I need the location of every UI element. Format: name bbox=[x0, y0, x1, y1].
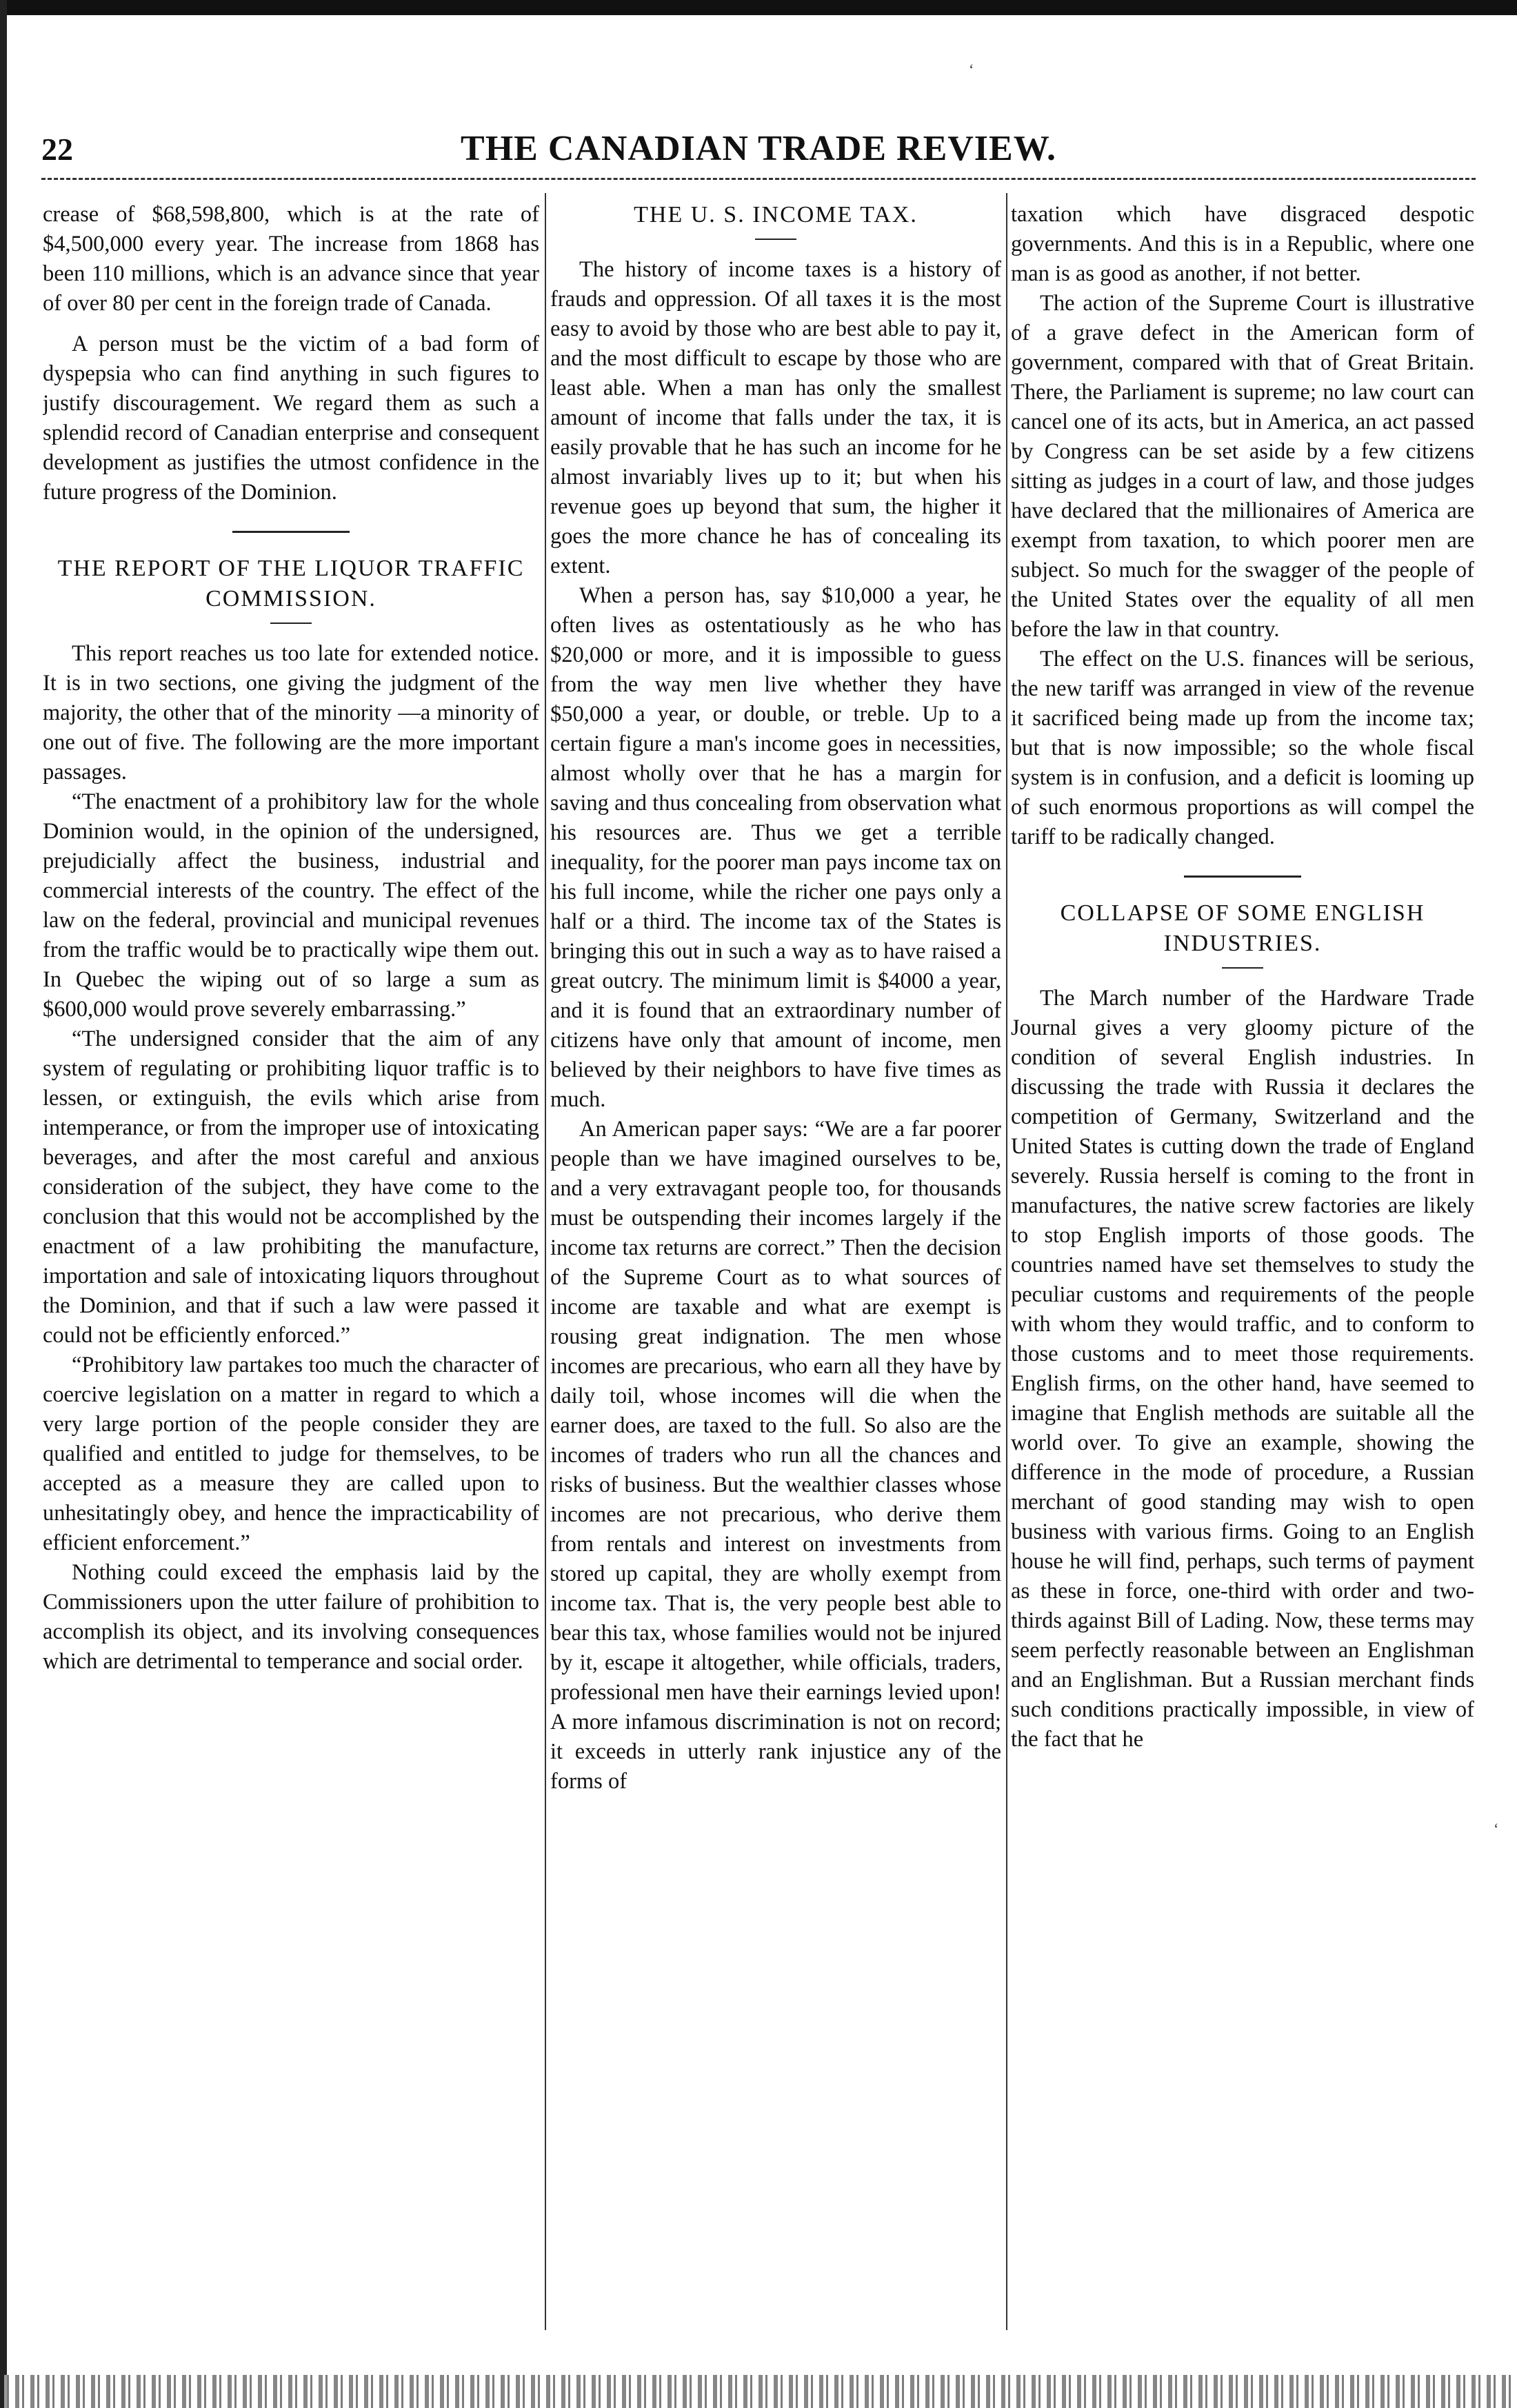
page-number: 22 bbox=[41, 132, 73, 167]
column-2 bbox=[550, 200, 1001, 2351]
column-1 bbox=[43, 200, 539, 2351]
article-heading-english-industries: COLLAPSE OF SOME ENGLISH INDUSTRIES. bbox=[1060, 900, 1425, 956]
continued-paragraph: taxation which have disgraced despotic governments. And this is in a Republic, where one man is as good as another, if not better. bbox=[1011, 202, 1474, 286]
paragraph: An American paper says: “We are a far poorer people than we have imagined ourselves to be, and a very extravagant people too, for thousands must be outspending their incomes largely if the income tax returns are correct.” Then the decision of the Supreme Court as to what sources of income are taxable and what are exempt is rousing great indignation. The men whose incomes are precarious, who earn all they have by daily toil, whose incomes will die when the earner does, are taxed to the full. So also are the incomes of traders who run all the chances and risks of business. But the wealthier classes whose incomes are not precarious, who derive them from rentals and interest on investments from stored up capital, they are wholly exempt from income tax. That is, the very people best able to bear this tax, whose families would not be injured by it, escape it altogether, while officials, traders, professional men have their earnings levied upon! A more infamous discrimination is not on record; it exceeds in utterly rank injustice any of the forms of bbox=[550, 1117, 1001, 1794]
scan-left-edge bbox=[0, 0, 7, 2408]
section-divider bbox=[232, 531, 350, 533]
section-divider bbox=[1184, 876, 1301, 878]
header-rule bbox=[41, 178, 1476, 180]
scan-speck: ‘ bbox=[969, 61, 974, 78]
paragraph: “The enactment of a prohibitory law for the whole Dominion would, in the opinion of the undersigned, prejudicially affect the business, industrial and commercial interests of the country. The effect of the law on the federal, provincial and municipal revenues from the traffic would be to practically wipe them out. In Quebec the wiping out of so large a sum as $600,000 would prove severely embarrassing.” bbox=[43, 789, 539, 1022]
heading-rule bbox=[270, 623, 312, 624]
article-heading-liquor-commission: THE REPORT OF THE LIQUOR TRAFFIC COMMISSION. bbox=[57, 556, 525, 611]
article-heading-income-tax: THE U. S. INCOME TAX. bbox=[634, 202, 918, 227]
paragraph: “The undersigned consider that the aim of any system of regulating or prohibiting liquor traffic is to lessen, or extinguish, the evils which arise from intemperance, or from the improper use of intoxicating beverages, and after the most careful and anxious consideration of the subject, they have come to the conclusion that this would not be accomplished by the enactment of a law prohibiting the manufacture, importation and sale of intoxicating liquors throughout the Dominion, and that if such a law were passed it could not be efficiently enforced.” bbox=[43, 1026, 539, 1348]
column-divider bbox=[545, 193, 546, 2330]
paragraph: The effect on the U.S. finances will be serious, the new tariff was arranged in view of the revenue it sacrificed being made up from the income tax; but that is now impossible; so the whole fiscal system is in confusion, and a deficit is looming up of such enormous proportions as will compel the tariff to be radically changed. bbox=[1011, 647, 1474, 849]
paragraph: When a person has, say $10,000 a year, he often lives as ostentatiously as he who has $20,000 or more, and it is impossible to guess from the way men live whether they have $50,000 a year, or double, or treble. Up to a certain figure a man's income goes in necessities, almost wholly over that he has a margin for saving and thus concealing from observation what his resources are. Thus we get a terrible inequality, for the poorer man pays income tax on his full income, while the richer one pays only a half or a third. The income tax of the States is bringing this out in such a way as to have raised a great outcry. The minimum limit is $4000 a year, and it is found that an extraordinary number of citizens have only that amount of income, men believed by their neighbors to have five times as much. bbox=[550, 583, 1001, 1112]
continued-paragraph: crease of $68,598,800, which is at the rate of $4,500,000 every year. The increase from 1868 has been 110 millions, which is an advance since that year of over 80 per cent in the foreign trade of Canada. bbox=[43, 202, 539, 316]
paragraph: This report reaches us too late for extended notice. It is in two sections, one giving the judgment of the majority, the other that of the minority —a minority of one out of five. The following are the more important passages. bbox=[43, 641, 539, 785]
column-divider bbox=[1006, 193, 1007, 2330]
paragraph: The action of the Supreme Court is illustrative of a grave defect in the American form of government, compared with that of Great Britain. There, the Parliament is supreme; no law court can cancel one of its acts, but in America, an act passed by Congress can be set aside by a few citizens sitting as judges in a court of law, and those judges have declared that the millionaires of America are exempt from taxation, to which poorer men are subject. So much for the swagger of the people of the United States over the equality of all men before the law in that country. bbox=[1011, 291, 1474, 642]
scan-top-border bbox=[0, 0, 1517, 15]
paragraph: The March number of the Hardware Trade Journal gives a very gloomy picture of the condition of several English industries. In discussing the trade with Russia it declares the competition of Germany, Switzerland and the United States is cutting down the trade of England severely. Russia herself is coming to the front in manufactures, the native screw factories are likely to stop English imports of those goods. The countries named have set themselves to study the peculiar customs and requirements of the people with whom they would traffic, and to conform to those customs and to meet those requirements. English firms, on the other hand, have seemed to imagine that English methods are suitable all the world over. To give an example, showing the difference in the mode of procedure, a Russian merchant of good standing may wish to open business with various firms. Going to an English house he will find, perhaps, such terms of payment as these in force, one-third with order and two-thirds against Bill of Lading. Now, these terms may seem perfectly reasonable between an Englishman and an Englishman. But a Russian merchant finds such conditions practically impossible, in view of the fact that he bbox=[1011, 986, 1474, 1752]
scan-bottom-noise bbox=[0, 2375, 1517, 2408]
paragraph: “Prohibitory law partakes too much the character of coercive legislation on a matter in regard to which a very large portion of the people consider they are qualified and entitled to judge for themselves, to be accepted as a measure they are called upon to unhesitatingly obey, and hence the impracticability of efficient enforcement.” bbox=[43, 1353, 539, 1555]
scan-speck: ‘ bbox=[1494, 1820, 1499, 1837]
heading-rule bbox=[755, 239, 796, 240]
heading-rule bbox=[1222, 967, 1263, 969]
column-3 bbox=[1011, 200, 1474, 2351]
paragraph: The history of income taxes is a history of frauds and oppression. Of all taxes it is the most easy to avoid by those who are best able to pay it, and the most difficult to escape by those who are least able. When a man has only the smallest amount of income that falls under the tax, it is easily provable that he has such an income for he almost invariably lives up to it; but when his revenue goes up beyond that sum, the higher it goes the more chance he has of concealing its extent. bbox=[550, 257, 1001, 578]
paragraph: A person must be the victim of a bad form of dyspepsia who can find anything in such figures to justify discouragement. We regard them as such a splendid record of Canadian enterprise and consequent development as justifies the utmost confidence in the future progress of the Dominion. bbox=[43, 332, 539, 505]
paragraph: Nothing could exceed the emphasis laid by the Commissioners upon the utter failure of prohibition to accomplish its object, and its involving consequences which are detrimental to temperance and social order. bbox=[43, 1560, 539, 1674]
running-head-title: THE CANADIAN TRADE REVIEW. bbox=[461, 129, 1056, 168]
